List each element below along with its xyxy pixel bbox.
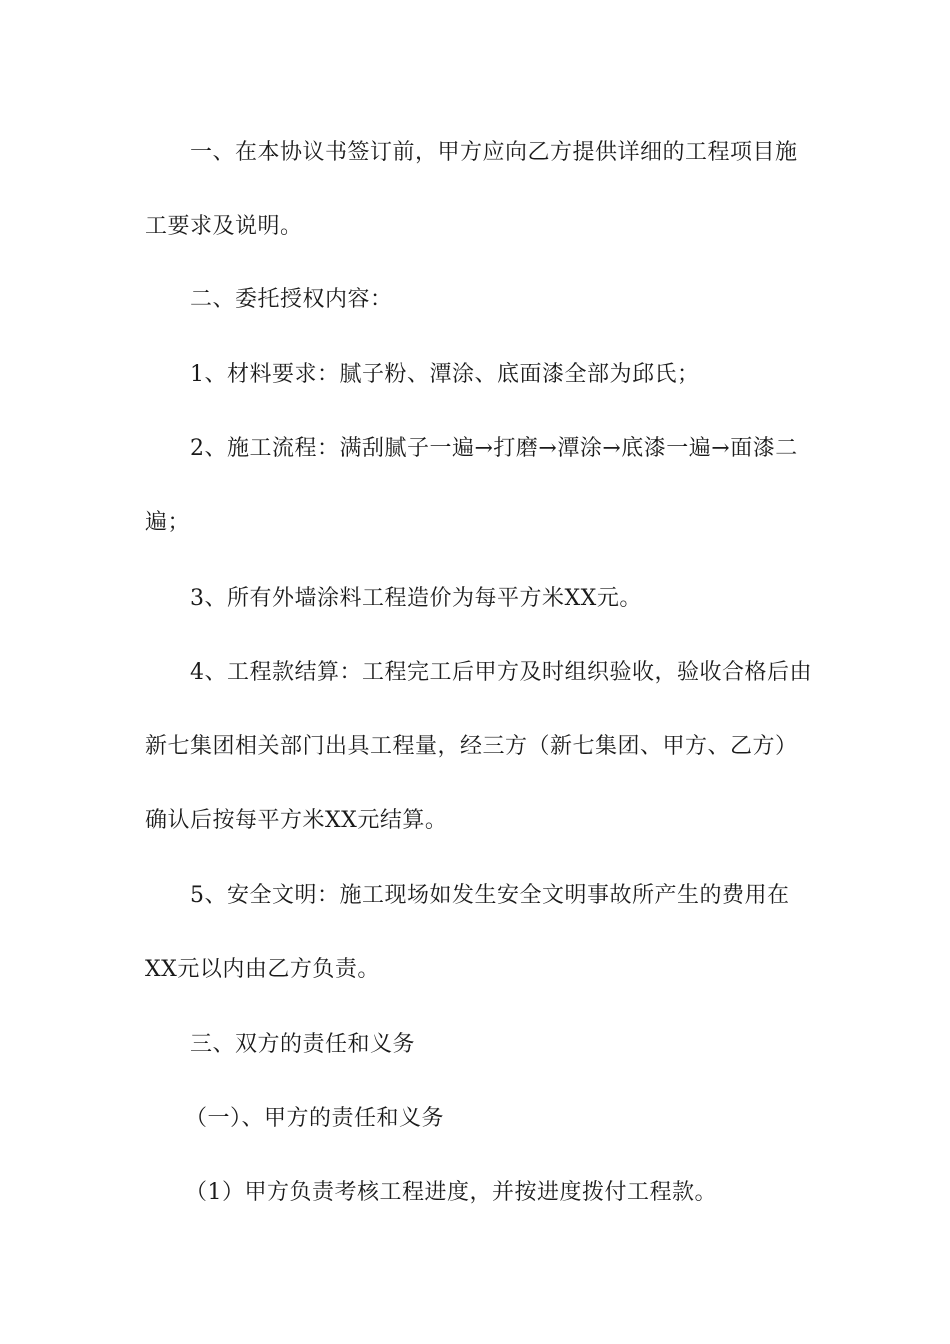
clause-1-line-2: 工要求及说明。 xyxy=(145,214,303,239)
item-2-process-line-1: 2、施工流程：满刮腻子一遍→打磨→潭涂→底漆一遍→面漆二 xyxy=(190,436,798,461)
item-4-settlement-line-2: 新七集团相关部门出具工程量，经三方（新七集团、甲方、乙方） xyxy=(145,734,798,759)
item-3-cost: 3、所有外墙涂料工程造价为每平方米XX元。 xyxy=(190,586,642,611)
item-4-settlement-line-1: 4、工程款结算：工程完工后甲方及时组织验收，验收合格后由 xyxy=(190,660,812,685)
subsection-party-a-heading: （一）、甲方的责任和义务 xyxy=(185,1106,445,1131)
section-3-heading: 三、双方的责任和义务 xyxy=(190,1032,416,1057)
clause-1-line-1: 一、在本协议书签订前，甲方应向乙方提供详细的工程项目施 xyxy=(190,140,798,165)
item-5-safety-line-1: 5、安全文明：施工现场如发生安全文明事故所产生的费用在 xyxy=(190,883,790,908)
item-5-safety-line-2: XX元以内由乙方负责。 xyxy=(145,957,380,982)
party-a-duty-1: （1）甲方负责考核工程进度，并按进度拨付工程款。 xyxy=(185,1180,717,1205)
section-2-heading: 二、委托授权内容： xyxy=(190,287,393,312)
item-2-process-line-2: 遍； xyxy=(145,510,191,535)
item-1-materials: 1、材料要求：腻子粉、潭涂、底面漆全部为邱氏； xyxy=(190,362,700,387)
item-4-settlement-line-3: 确认后按每平方米XX元结算。 xyxy=(145,808,448,833)
